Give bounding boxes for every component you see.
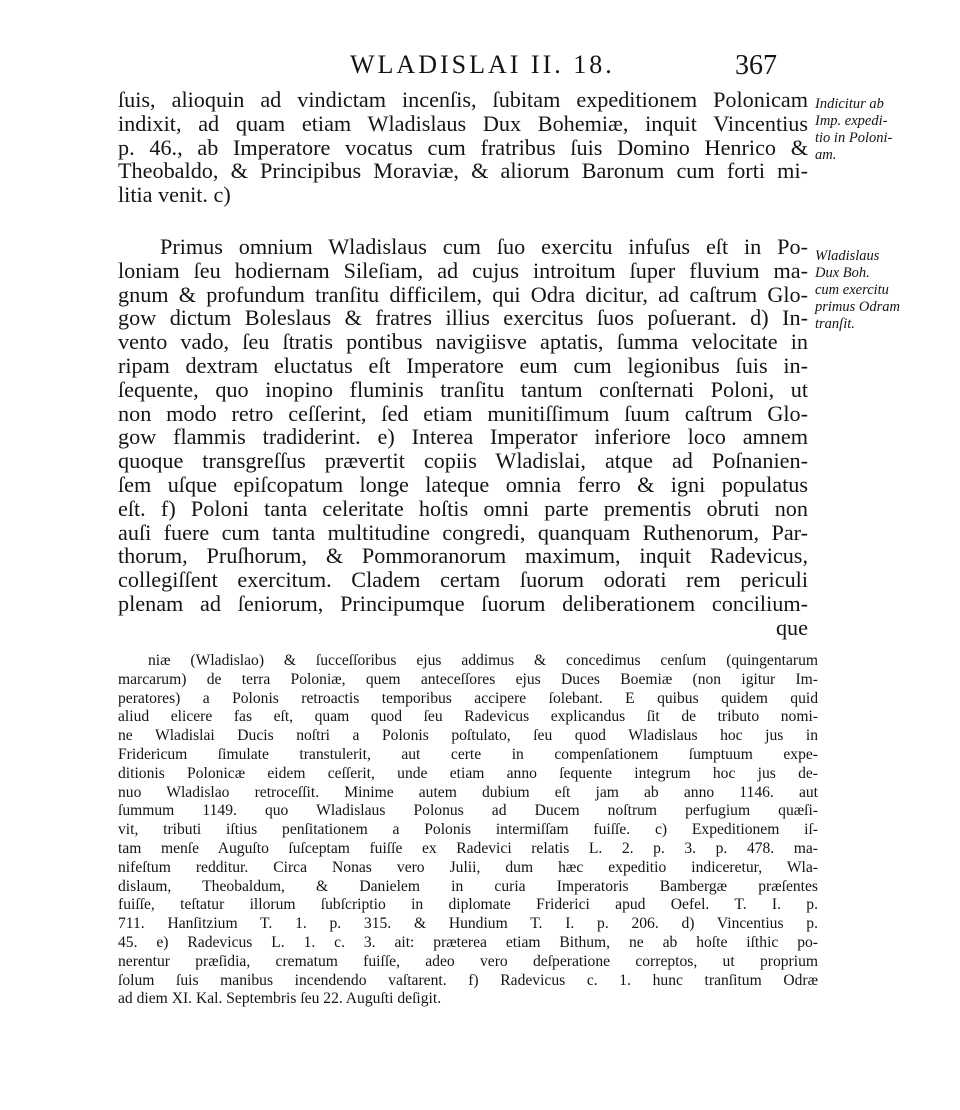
footnotes — [118, 652, 818, 1009]
main-text — [118, 88, 808, 640]
footnote-line: vit, tributi iſtius penſitationem a Polonis intermiſſam fuiſſe. c) Expeditionem iſ- — [118, 821, 818, 839]
running-title: WLADISLAI II. 18. — [350, 50, 615, 79]
footnote-line: nuo Wladislao retroceſſit. Minime autem dubium eſt jam ab anno 1146. aut — [118, 783, 818, 801]
marginal-note-1 — [815, 96, 955, 164]
footnote-line: ne Wladislai Ducis noſtri a Polonis poſtulato, ſeu quod Wladislaus hoc jus in — [118, 727, 818, 745]
footnote-line: tam menſe Auguſto ſuſceptam fuiſſe ex Radevici relatis L. 2. p. 3. p. 478. ma- — [118, 839, 818, 857]
footnote-line: niæ (Wladislao) & ſucceſſoribus ejus addimus & concedimus cenſum (quingentarum — [148, 652, 818, 669]
text-line: Primus omnium Wladislaus cum ſuo exercitu infuſus eſt in Po- — [160, 233, 808, 259]
footnote-line: nifeſtum redditur. Circa Nonas vero Julii, dum hæc expeditio indiceretur, Wla- — [118, 858, 818, 876]
text-line: auſi fuere cum tanta multitudine congredi, quanquam Ruthenorum, Par- — [118, 519, 808, 545]
paragraph-1 — [118, 88, 808, 207]
text-line: eſt. f) Poloni tanta celeritate hoſtis omni parte prementis obruti non — [118, 495, 808, 521]
marginal-line: am. — [815, 147, 837, 163]
marginal-line: Indicitur ab — [815, 96, 884, 112]
text-line: thorum, Pruſhorum, & Pommoranorum maximum, inquit Radevicus, — [118, 543, 808, 569]
page-header — [0, 50, 960, 90]
footnote-line: aliud elicere fas eſt, quam quod ſeu Radevicus explicandus ſit de tributo nomi- — [118, 708, 818, 726]
footnote-line: ditionis Polonicæ eidem ceſſerit, unde etiam anno ſequente integrum hoc jus de- — [118, 764, 818, 782]
marginal-line: Imp. expedi- — [815, 113, 888, 129]
footnote-line: ad diem XI. Kal. Septembris ſeu 22. Auguſti deſigit. — [118, 990, 442, 1008]
marginal-note-2 — [815, 248, 955, 333]
text-line: litia venit. c) — [118, 182, 231, 208]
footnote-line: fuiſſe, teſtatur illorum ſubſcriptio in diplomate Friderici apud Oefel. T. I. p. — [118, 896, 818, 914]
footnote-line: dislaum, Theobaldum, & Danielem in curia Imperatoris Bambergæ præſentes — [118, 877, 818, 895]
marginal-line: tranſit. — [815, 316, 855, 332]
text-line: ripam dextram eluctatus eſt Imperatore eum cum legionibus ſuis in- — [118, 352, 808, 378]
text-line: gow dictum Boleslaus & fratres illius exercitus ſuos poſuerant. d) In- — [118, 305, 808, 331]
marginal-line: Dux Boh. — [815, 265, 870, 281]
footnote-line: nerentur præſidia, crematum fuiſſe, adeo vero deſperatione correptos, ut proprium — [118, 952, 818, 970]
paragraph-gap — [118, 207, 808, 235]
text-line: gow flammis tradiderint. e) Interea Imperator inferiore loco amnem — [118, 424, 808, 450]
text-line: ſequente, quo inopino fluminis tranſitu tantum conſternati Poloni, ut — [118, 376, 808, 402]
footnote-line: 711. Hanſitzium T. 1. p. 315. & Hundium T. I. p. 206. d) Vincentius p. — [118, 915, 818, 933]
text-line: ſuis, alioquin ad vindictam incenſis, ſubitam expeditionem Polonicam — [118, 87, 808, 112]
text-line: p. 46., ab Imperatore vocatus cum fratribus ſuis Domino Henrico & — [118, 134, 808, 160]
text-line: Theobaldo, & Principibus Moraviæ, & aliorum Baronum cum forti mi- — [118, 158, 808, 184]
marginal-line: primus Odram — [815, 299, 900, 315]
text-line: quoque transgreſſus prævertit copiis Wladislai, atque ad Poſnanien- — [118, 448, 808, 474]
text-line: loniam ſeu hodiernam Sileſiam, ad cujus introitum ſuper fluvium ma- — [118, 257, 808, 283]
text-line: gnum & profundum tranſitu difficilem, qui Odra dicitur, ad caſtrum Glo- — [118, 281, 808, 307]
page-number: 367 — [735, 50, 777, 81]
marginal-line: tio in Poloni- — [815, 130, 893, 146]
footnote-line: ſummum 1149. quo Wladislaus Polonus ad Ducem noſtrum perfugium quæſi- — [118, 802, 818, 820]
footnote-line: Fridericum ſimulate transtulerit, aut certe in compenſationem ſumptuum expe- — [118, 745, 818, 763]
footnote-line: ſolum ſuis manibus incendendo vaſtarent. f) Radevicus c. 1. hunc tranſitum Odræ — [118, 971, 818, 989]
text-line: non modo retro ceſſerint, ſed etiam munitiſſimum ſuum caſtrum Glo- — [118, 400, 808, 426]
text-line: ſem uſque epiſcopatum longe lateque omnia ferro & igni populatus — [118, 471, 808, 497]
marginal-line: Wladislaus — [815, 248, 880, 264]
marginal-line: cum exercitu — [815, 282, 889, 298]
footnote-line: 45. e) Radevicus L. 1. c. 3. ait: præterea etiam Bithum, ne ab hoſte iſthic po- — [118, 933, 818, 951]
footnote-line: peratores) a Polonis retroactis temporibus accipere ſolebant. E quibus quidem quid — [118, 689, 818, 707]
footnote-line: marcarum) de terra Poloniæ, quem anteceſſores ejus Duces Boemiæ (non igitur Im- — [118, 670, 818, 688]
text-line: plenam ad ſeniorum, Principumque ſuorum deliberationem concilium- — [118, 590, 808, 616]
text-line: vento vado, ſeu ſtratis pontibus navigiisve aptatis, ſumma velocitate in — [118, 329, 808, 355]
paragraph-2 — [118, 235, 808, 640]
text-line: indixit, ad quam etiam Wladislaus Dux Bohemiæ, inquit Vincentius — [118, 110, 808, 136]
catchword: que — [775, 614, 808, 640]
text-line: collegiſſent exercitum. Cladem certam ſuorum odorati rem periculi — [118, 567, 808, 593]
